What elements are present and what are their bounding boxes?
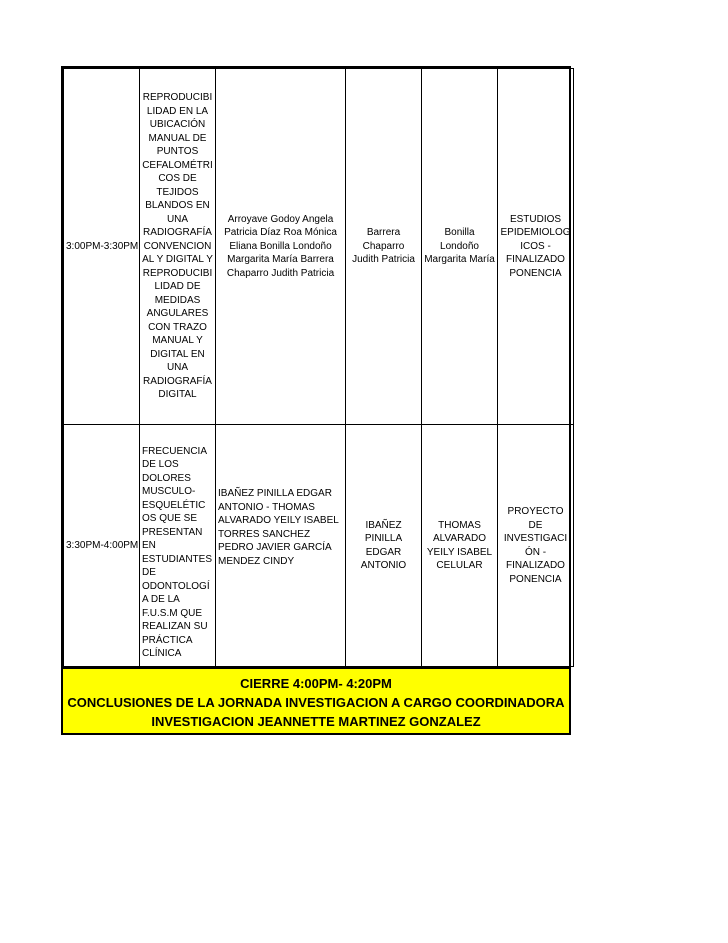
- director-cell: Barrera Chaparro Judith Patricia: [346, 69, 422, 425]
- director-cell: IBAÑEZ PINILLA EDGAR ANTONIO: [346, 425, 422, 667]
- status-cell: PROYECTO DE INVESTIGACIÓN - FINALIZADO PONENCIA: [498, 425, 574, 667]
- schedule-table: [63, 68, 574, 667]
- authors-cell: [216, 425, 346, 667]
- project-title-text: FRECUENCIA DE LOS DOLORES MUSCULO-ESQUELÉTICOS QUE SE PRESENTAN EN ESTUDIANTES DE ODONTOLOGÍA DE LA F.U.S.M QUE REALIZAN SU PRÁCTICA CLÍNICA: [142, 445, 213, 659]
- project-title-cell: REPRODUCIBILIDAD EN LA UBICACIÓN MANUAL DE PUNTOS CEFALOMÉTRICOS DE TEJIDOS BLANDOS EN UNA RADIOGRAFÍA CONVENCIONAL Y DIGITAL Y REPRODUCIBILIDAD DE MEDIDAS ANGULARES CON TRAZO MANUAL Y DIGITAL EN UNA RADIOGRAFÍA DIGITAL: [140, 69, 216, 425]
- authors-cell: [216, 69, 346, 425]
- status-cell: ESTUDIOS EPIDEMIOLOGICOS - FINALIZADO PONENCIA: [498, 69, 574, 425]
- advisor-cell: Bonilla Londoño Margarita María: [422, 69, 498, 425]
- time-slot-cell: 3:30PM-4:00PM: [64, 425, 140, 667]
- closing-description: CONCLUSIONES DE LA JORNADA INVESTIGACION A CARGO COORDINADORA: [67, 695, 565, 710]
- closing-coordinator: INVESTIGACION JEANNETTE MARTINEZ GONZALEZ: [151, 714, 481, 729]
- time-slot-cell: 3:00PM-3:30PM: [64, 69, 140, 425]
- advisor-cell: THOMAS ALVARADO YEILY ISABEL CELULAR: [422, 425, 498, 667]
- closing-banner: [63, 667, 569, 733]
- table-row: [64, 425, 574, 667]
- table-row: [64, 69, 574, 425]
- closing-time: CIERRE 4:00PM- 4:20PM: [240, 676, 392, 691]
- authors-text: IBAÑEZ PINILLA EDGAR ANTONIO - THOMAS ALVARADO YEILY ISABEL TORRES SANCHEZ PEDRO JAVIER GARCÍA MENDEZ CINDY: [218, 488, 339, 567]
- authors-text: Arroyave Godoy Angela Patricia Díaz Roa Mónica Eliana Bonilla Londoño Margarita María Barrera Chaparro Judith Patricia: [224, 213, 337, 279]
- project-title-cell: [140, 425, 216, 667]
- schedule-sheet: [61, 66, 571, 735]
